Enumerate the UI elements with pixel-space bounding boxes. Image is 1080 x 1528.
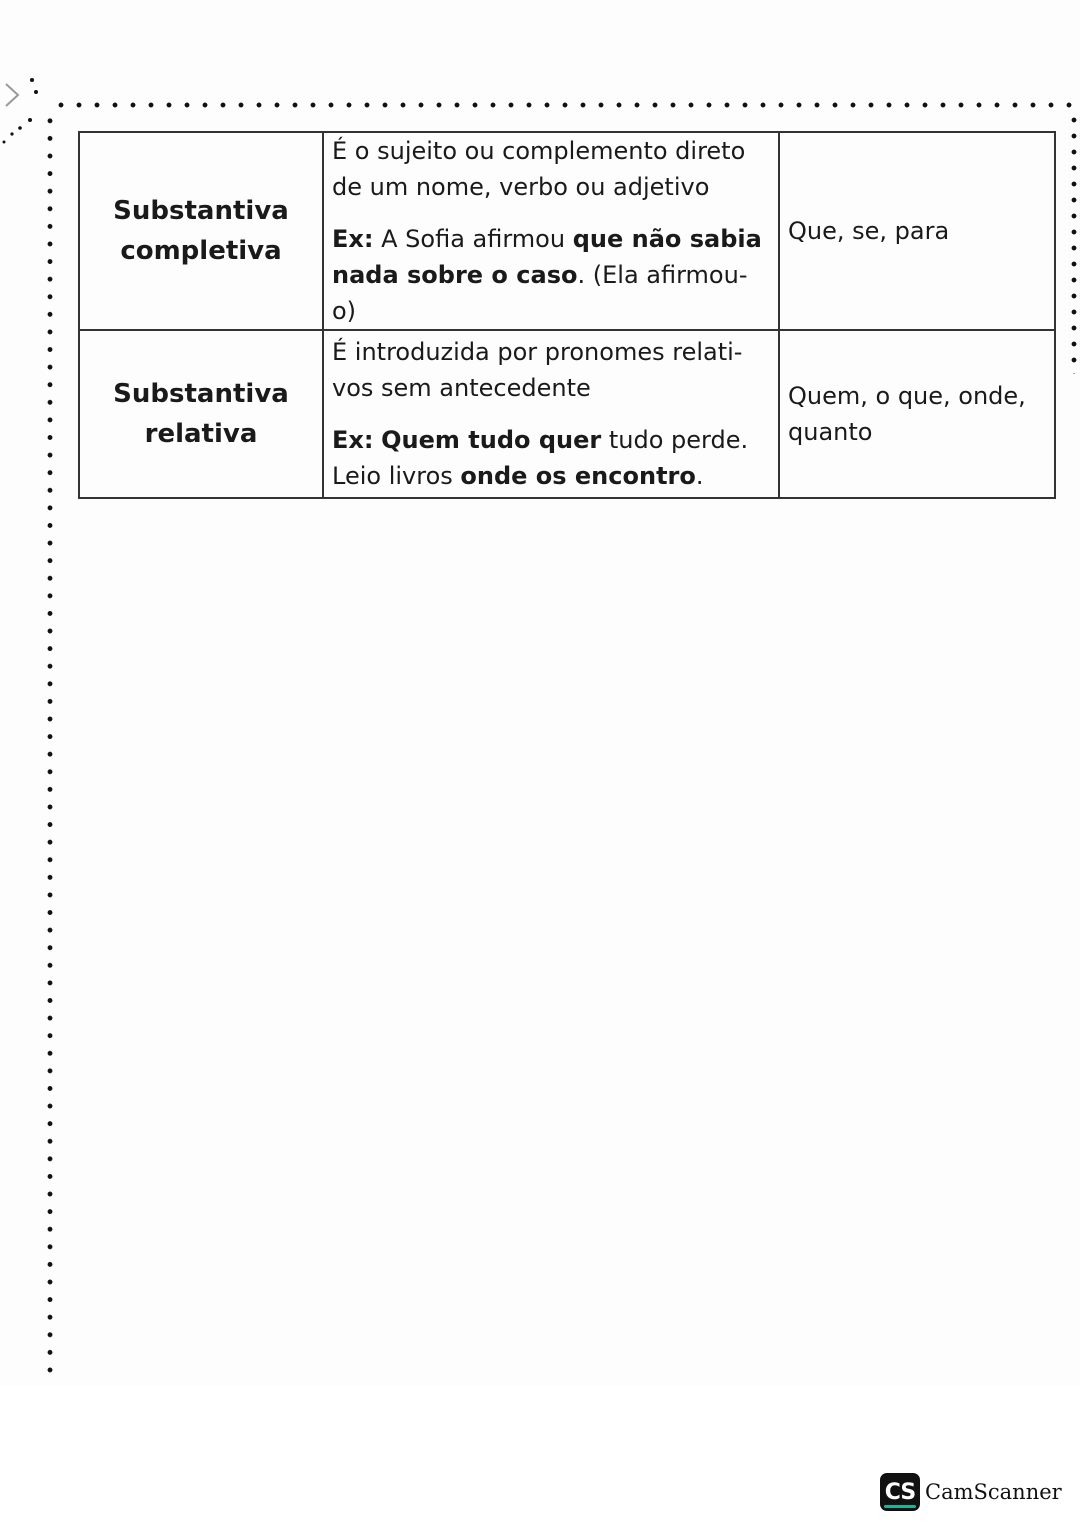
- example-part: tudo perde.: [601, 426, 749, 454]
- dotted-border-top: [52, 101, 1074, 109]
- connectors-text: Quem, o que, onde, quanto: [788, 382, 1026, 446]
- example-text: [332, 221, 770, 329]
- clause-type-line: Substantiva: [113, 196, 289, 226]
- clause-type-cell: [79, 132, 323, 330]
- subordinate-clauses-table: [78, 131, 1056, 499]
- example-part: Ex:: [332, 225, 374, 253]
- example-part: [373, 426, 381, 454]
- clause-type-line: completiva: [120, 236, 282, 266]
- example-part: que não sabia nada sobre o caso: [332, 225, 762, 289]
- camscanner-watermark: [880, 1472, 1062, 1512]
- camscanner-logo-icon: CS: [880, 1473, 920, 1511]
- connectors-cell: [779, 330, 1055, 498]
- camscanner-label: CamScanner: [925, 1480, 1062, 1504]
- dotted-border-right: [1070, 112, 1078, 374]
- clause-type-line: Substantiva: [113, 379, 289, 409]
- example-part: Leio livros: [332, 462, 461, 490]
- definition-cell: [323, 330, 779, 498]
- table-row: [79, 132, 1055, 330]
- dotted-border-left: [46, 112, 54, 1380]
- example-part: .: [695, 462, 704, 490]
- example-part: Ex:: [332, 426, 374, 454]
- example-part: onde os encontro: [460, 462, 696, 490]
- connectors-cell: [779, 132, 1055, 330]
- example-part: . (Ela afirmou-o): [332, 261, 748, 325]
- definition-text: É introduzida por pronomes relati-vos sem antecedente: [332, 338, 743, 402]
- definition-cell: [323, 132, 779, 330]
- table-row: [79, 330, 1055, 498]
- clause-type-cell: [79, 330, 323, 498]
- example-text: [332, 422, 770, 494]
- definition-text: É o sujeito ou complemento direto de um nome, verbo ou adjetivo: [332, 137, 746, 201]
- example-part: A Sofia afirmou: [373, 225, 573, 253]
- example-part: Quem tudo quer: [381, 426, 602, 454]
- connectors-text: Que, se, para: [788, 217, 950, 245]
- corner-arrow-mark: [0, 78, 40, 148]
- clause-type-line: relativa: [144, 419, 258, 449]
